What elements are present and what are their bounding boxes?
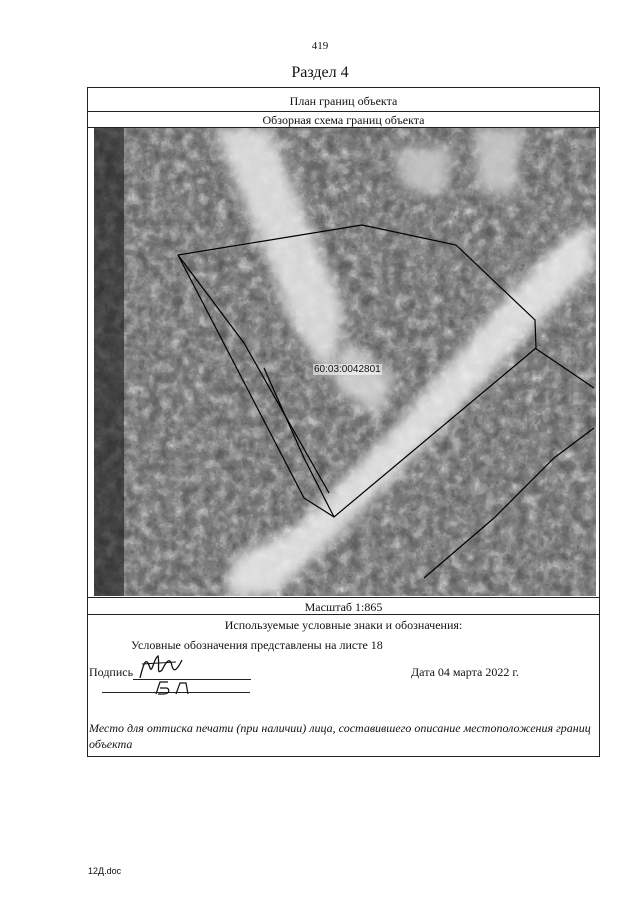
parcel-number-label: 60:03:0042801 [314, 364, 381, 375]
divider [87, 111, 600, 112]
divider [87, 597, 600, 598]
handwritten-initials [152, 680, 202, 696]
aerial-image [94, 128, 596, 596]
page-number: 419 [311, 40, 329, 52]
stamp-note: Место для оттиска печати (при наличии) лица, составившего описание местоположения границ объекта [89, 721, 591, 751]
signature-label: Подпись [89, 665, 134, 679]
section-title: Раздел 4 [291, 64, 349, 81]
map-title: Обзорная схема границ объекта [262, 113, 425, 127]
legend-note: Условные обозначения представлены на листе 18 [131, 638, 383, 652]
date-field: Дата 04 марта 2022 г. [411, 665, 519, 679]
map-scale: Масштаб 1:865 [304, 600, 383, 614]
handwritten-signature [136, 650, 186, 682]
legend-heading: Используемые условные знаки и обозначения: [224, 618, 463, 632]
aerial-map [94, 128, 596, 596]
footer-filename: 12Д.doc [88, 866, 122, 876]
plan-title: План границ объекта [289, 94, 398, 108]
